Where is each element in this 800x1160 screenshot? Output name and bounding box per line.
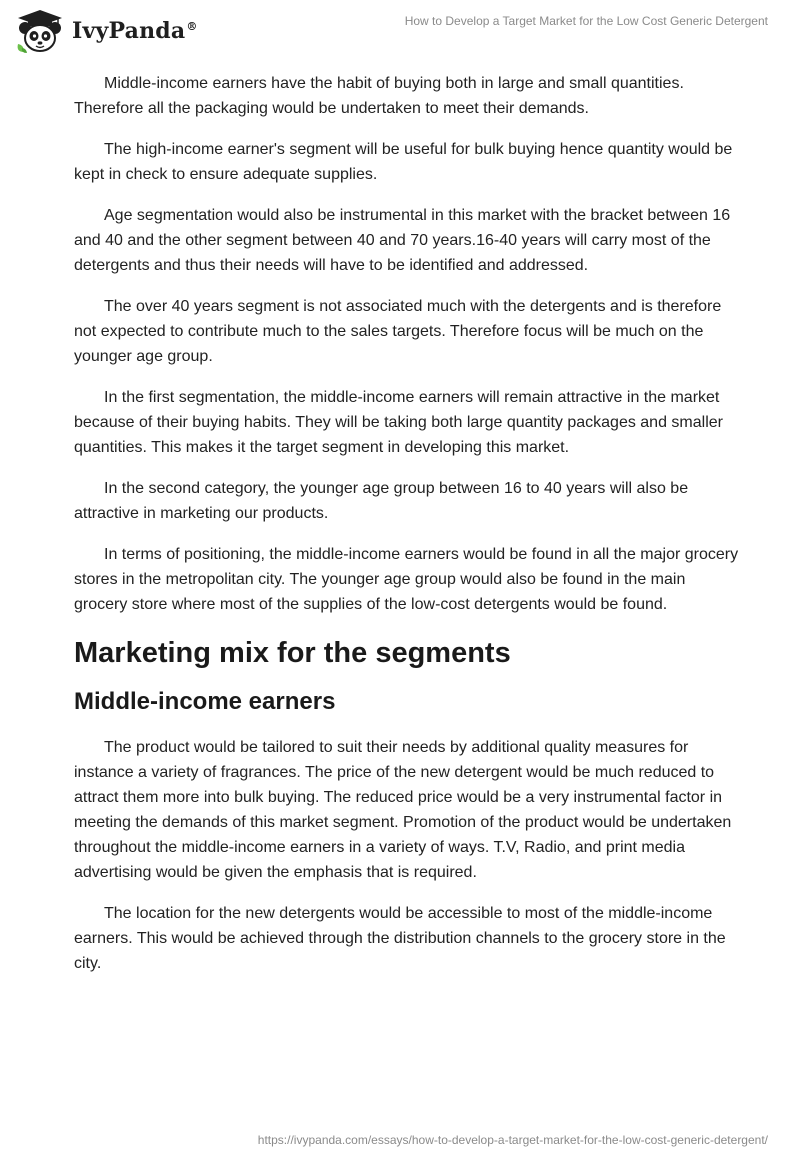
registered-mark: ®	[186, 19, 198, 33]
subsection-heading: Middle-income earners	[74, 688, 336, 715]
section-heading: Marketing mix for the segments	[74, 637, 511, 669]
panda-logo-icon	[14, 8, 66, 54]
logo-text: IvyPanda®	[72, 18, 198, 44]
paragraph: Age segmentation would also be instrumental in this market with the bracket between 16 and 40 and the other segment between 40 and 70 years.16-40 years will carry most of the detergents and thus their needs will have to be identified and addressed.	[74, 207, 731, 274]
paragraph: The location for the new detergents would be accessible to most of the middle-income earners. This would be achieved through the distribution channels to the grocery store in the city.	[74, 905, 726, 972]
paragraph: The high-income earner's segment will be useful for bulk buying hence quantity would be kept in check to ensure adequate supplies.	[74, 141, 733, 183]
source-url[interactable]: https://ivypanda.com/essays/how-to-develop-a-target-market-for-the-low-cost-generic-detergent/	[257, 1133, 768, 1147]
ivypanda-logo[interactable]	[14, 8, 198, 54]
paragraph: Middle-income earners have the habit of buying both in large and small quantities. Therefore all the packaging would be undertaken to meet their demands.	[74, 75, 684, 117]
paragraph: In terms of positioning, the middle-income earners would be found in all the major grocery stores in the metropolitan city. The younger age group would also be found in the main grocery store where most of the supplies of the low-cost detergents would be found.	[74, 546, 739, 613]
document-title: How to Develop a Target Market for the Low Cost Generic Detergent	[404, 14, 768, 28]
paragraph: In the first segmentation, the middle-income earners will remain attractive in the market because of their buying habits. They will be taking both large quantity packages and smaller quantities. This makes it the target segment in developing this market.	[74, 389, 723, 456]
paragraph: The over 40 years segment is not associated much with the detergents and is therefore not expected to contribute much to the sales targets. Therefore focus will be much on the younger age group.	[74, 298, 722, 365]
paragraph: The product would be tailored to suit their needs by additional quality measures for instance a variety of fragrances. The price of the new detergent would be much reduced to attract them more into bulk buying. The reduced price would be a very instrumental factor in meeting the demands of this market segment. Promotion of the product would be undertaken throughout the middle-income earners in a variety of ways. T.V, Radio, and print media advertising would be given the emphasis that is required.	[74, 739, 732, 881]
page-header	[0, 0, 800, 60]
paragraph: In the second category, the younger age group between 16 to 40 years will also be attractive in marketing our products.	[74, 480, 689, 522]
essay-content	[74, 71, 740, 992]
